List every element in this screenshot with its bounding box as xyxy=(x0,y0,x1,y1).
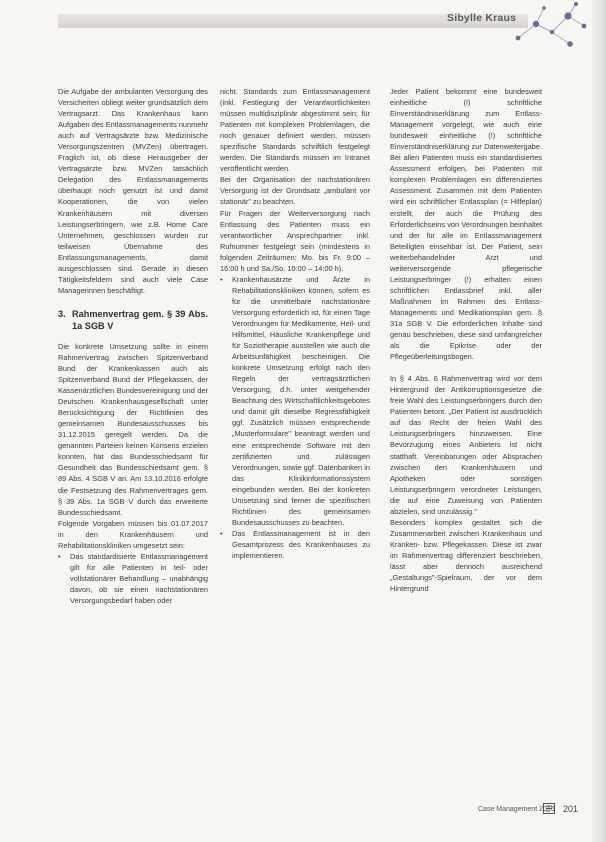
text-column-2 xyxy=(220,86,370,561)
page-number: 201 xyxy=(563,804,579,814)
bullet-item: • Das Entlassmanagement ist in den Gesamtprozess des Krankenhauses zu implementieren. xyxy=(220,528,370,561)
body-paragraph: Die konkrete Umsetzung sollte in einem Rahmenvertrag zwischen Spitzenverband Bund der Krankenkassen auch als Spitzenverband Bund der Pflegekassen, der Kassenärztlichen Bundesvereinigung und der Deutschen Krankenhausgesellschaft unter Berücksichtigung der Richtlinien des gemeinsamen Bundesausschusses bis 31.12.2015 geregelt werden. Da die genannten Parteien keinen Konsens erzielen konnten, hat das Bundesschiedsamt für Gesundheit das Bundesschiedsamt gem. § 89 Abs. 4 SGB V an. Am 13.10.2016 erfolgte die Festsetzung des Rahmenvertrages gem. § 39 Abs. 1a SGB V durch das erweiterte Bundesschiedsamt. xyxy=(58,341,208,517)
body-paragraph: nicht. Standards zum Entlassmanagement (inkl. Festlegung der Verantwortlichkeiten müssen multidisziplinär abgestimmt sein; für Patienten mit komplexen Problemlagen, die noch genauer definiert werden, müssen spezifische Standards schriftlich festgelegt werden. Die Standards müssen im Intranet veröffentlicht werden. xyxy=(220,87,370,174)
section-title: Rahmenvertrag gem. § 39 Abs. 1a SGB V xyxy=(72,308,208,332)
paragraph-gap xyxy=(390,362,542,373)
body-paragraph: Besonders komplex gestaltet sich die Zusammenarbeit zwischen Krankenhaus und Kranken- bzw. Pflegekassen. Diese ist zwar im Rahmenvertrag differenziert beschrieben, lässt aber dennoch ausreichend „Gestaltungs"-Spielraum, der vor dem Hintergrund xyxy=(390,517,542,594)
text-column-3 xyxy=(390,86,542,594)
bullet-item: • Das standardisierte Entlassmanagement gilt für alle Patienten in teil- oder vollstationärer Behandlung – unabhängig davon, ob sie einen nachstationären Versorgungsbedarf haben oder xyxy=(58,551,208,606)
body-paragraph: Bei der Organisation der nachstationären Versorgung ist der Grundsatz „ambulant vor stationär" zu beachten. xyxy=(220,175,370,207)
page-edge xyxy=(592,0,606,842)
molecule-decoration-icon xyxy=(510,0,592,52)
intro-paragraph: Die Aufgabe der ambulanten Versorgung des Versicherten obliegt weiter grundsätzlich dem Vertragsarzt. Das Krankenhaus kann Aufgaben des Entlassmanagements nunmehr auch auf Vertragsärzte bzw. Medizinische Versorgungszentren (MVZen) übertragen. Fraglich ist, ob diese Herausgeber der Vertragsärzte bzw. MVZen tatsächlich Delegation des Entlassmanagements überhaupt noch genutzt ist und damit Kooperationen, die von vielen Krankenhäusern mit diversen Leistungserbringern, wie z.B. Home Care Unternehmen, geschlossen wurden zur teilweisen Übernahme des Entlassungsmanagements, damit ausgeschlossen sind. Gerade in diesen Tätigkeitsfeldern sind auch viele Case Managerinnen beschäftigt. xyxy=(58,87,208,295)
bullet-item: • Krankenhausärzte und Ärzte in Rehabilitationskliniken können, sofern es für die unmittelbare nachstationäre Versorgung erforderlich ist, für einen Tage Verordnungen für Medikamente, Heil- und Hilfsmittel, Häusliche Krankenpflege und für Soziotherapie ausstellen wie auch die Arbeitsunfähigkeit bescheinigen. Die konkrete Umsetzung erfolgt nach den Regeln der vertragsärztlichen Versorgung, d.h. unter weitgehender Beachtung des Wirtschaftlichkeitsgebotes und damit gilt dieselbe Regressfähigkeit ggf. Zusätzlich müssen entsprechende „Musterformulare" beantragt werden und eine entsprechende Software mit den zertifizierten und zulässigen Verordnungen, sowie ggf. Datenbanken in das Klinikinformationssystem eingebunden werden. Bei der konkreten Umsetzung sind ferner die spezifischen Richtlinien des gemeinsamen Bundesausschusses zu beachten. xyxy=(220,274,370,528)
text-column-1 xyxy=(58,86,208,606)
section-number: 3. xyxy=(58,308,66,319)
author-name: Sibylle Kraus xyxy=(447,12,517,24)
body-paragraph: Folgende Vorgaben müssen bis 01.07.2017 in den Krankenhäusern und Rehabilitationskliniken umgesetzt sein: xyxy=(58,518,208,550)
body-paragraph: Jeder Patient bekommt eine bundesweit einheitliche (!) schriftliche Einverständniserklärung zum Entlass-Management vorgelegt, wie auch eine bundesweit einheitliche (!) schriftliche Einverständniserklärung zur Datenweitergabe. Bei allen Patienten muss ein standardisiertes Assessment erfolgen, bei Patienten mit komplexen Problemlagen ein differenziertes Assessment. Zusammen mit dem Patienten wird ein schriftlicher Entlassplan (= Hilfeplan) erstellt, der auch die Prüfung des Erforderlichseins von Verordnungen beinhaltet und der für alle im Entlassmanagement Beteiligten einsehbar ist. Der Patient, sein weiterbehandelnder Arzt und weiterversorgende pflegerische Leistungserbringer (!) erhalten einen schriftlichen Entlassbrief inkl. aller Maßnahmen im Rahmen des Entlass-Managements und Medikationsplan gem. § 31a SGB V. Die erforderlichen Inhalte sind genau beschrieben, diese sind umfangreicher als die Epikrise oder der Pflegeüberleitungsbogen. xyxy=(390,87,542,362)
journal-logo-icon xyxy=(543,803,555,814)
journal-name: Case Management 2016 xyxy=(478,806,555,813)
body-paragraph: Für Fragen der Weiterversorgung nach Entlassung des Patienten muss ein verantwortlicher Ansprechpartner inkl. Rufnummer festgelegt sein (mindestens in folgenden Zeiträumen: Mo. bis Fr. 9:00 – 16:00 h und Sa./So. 10:00 – 14:00 h). xyxy=(220,208,370,273)
body-paragraph: In § 4 Abs. 6 Rahmenvertrag wird vor dem Hintergrund der Antikorruptionsgesetze die freie Wahl des Leistungserbringers durch den Patienten betont. „Der Patient ist ausdrücklich auf das Recht der freien Wahl des Leistungserbringers hinzuweisen. Eine Bevorzugung eines Anbieters ist nicht statthaft. Vereinbarungen oder Absprachen zwischen den Krankenhäusern und Apotheken oder sonstigen Leistungserbringern verordneter Leistungen, die auf eine Zuweisung von Patienten abzielen, sind unzulässig." xyxy=(390,374,542,516)
section-heading xyxy=(58,308,208,333)
